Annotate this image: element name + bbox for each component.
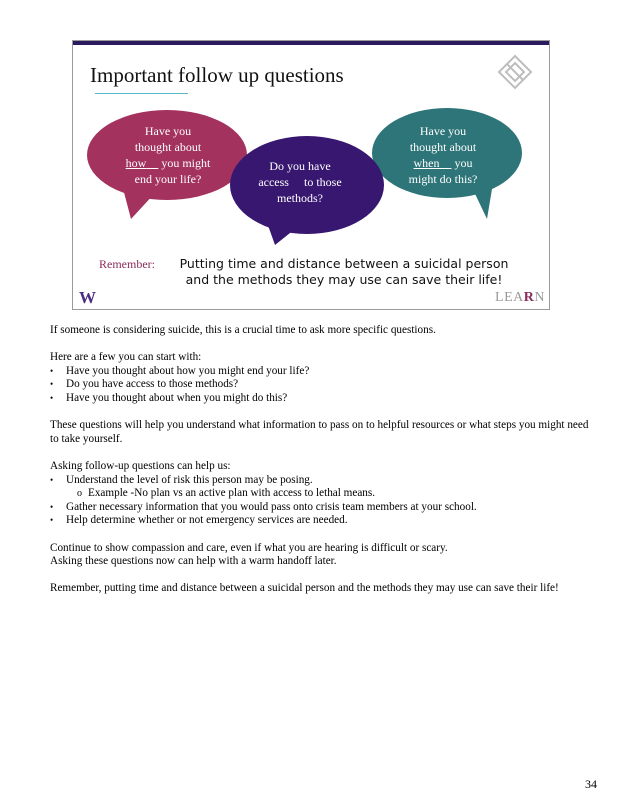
uw-logo: W [79, 288, 96, 307]
remember-label: Remember: [99, 257, 155, 271]
list-item: • Help determine whether or not emergency services are needed. [50, 514, 590, 528]
slide-title: Important follow up questions [90, 63, 344, 87]
list-item: • Do you have access to those methods? [50, 378, 590, 392]
bubble-right-text [388, 123, 498, 187]
page-number: 34 [585, 777, 597, 791]
list-item: • Have you thought about how you might end your life? [50, 365, 590, 379]
bubble-middle-text [245, 158, 355, 206]
question-list-block [50, 351, 590, 405]
bubble-right-line: when you [413, 156, 473, 170]
paragraph: Remember, putting time and distance between a suicidal person and the methods they may use can save their life! [50, 582, 559, 595]
bubble-middle-line: access to those [258, 175, 342, 189]
paragraph: Continue to show compassion and care, even if what you are hearing is difficult or scary. Asking these questions now can help with a warm handoff later. [50, 541, 448, 568]
list-item: • Understand the level of risk this person may be posing. [50, 474, 590, 488]
learn-logo: LEARN [495, 290, 545, 305]
bubble-middle-line: Do you have [269, 159, 331, 173]
list-intro: Here are a few you can start with: [50, 351, 202, 364]
remember-message: Putting time and distance between a suicidal person and the methods they may use can save their life! [179, 256, 509, 287]
sub-list-item: o Example -No plan vs an active plan with access to lethal means. [50, 487, 590, 501]
bubble-middle-line: methods? [277, 191, 323, 205]
follow-up-list-block [50, 460, 590, 528]
notes-body [50, 324, 590, 609]
bubble-left-text [103, 123, 233, 187]
list-intro: Asking follow-up questions can help us: [50, 459, 231, 472]
bubble-right-underlined-word: when [413, 156, 440, 170]
list-item: • Gather necessary information that you would pass onto crisis team members at your school. [50, 501, 590, 515]
bubble-left-underlined-word: how [125, 156, 147, 170]
bubble-left-line: thought about [134, 140, 202, 154]
paragraph: These questions will help you understand what information to pass on to helpful resources or what steps you might need to take yourself. [50, 419, 589, 445]
question-list [50, 365, 590, 406]
bubble-left-line: how you might [125, 156, 211, 170]
bubble-right-line: Have you [419, 124, 467, 138]
list-item: • Have you thought about when you might do this? [50, 392, 590, 406]
paragraph: If someone is considering suicide, this is a crucial time to ask more specific questions. [50, 324, 436, 336]
bubble-right-line: might do this? [408, 172, 478, 186]
slide-image [72, 40, 550, 310]
bubble-right-line: thought about [409, 140, 477, 154]
bubble-left-line: Have you [144, 124, 192, 138]
bubble-left-line: end your life? [134, 172, 202, 186]
follow-up-list [50, 474, 590, 528]
